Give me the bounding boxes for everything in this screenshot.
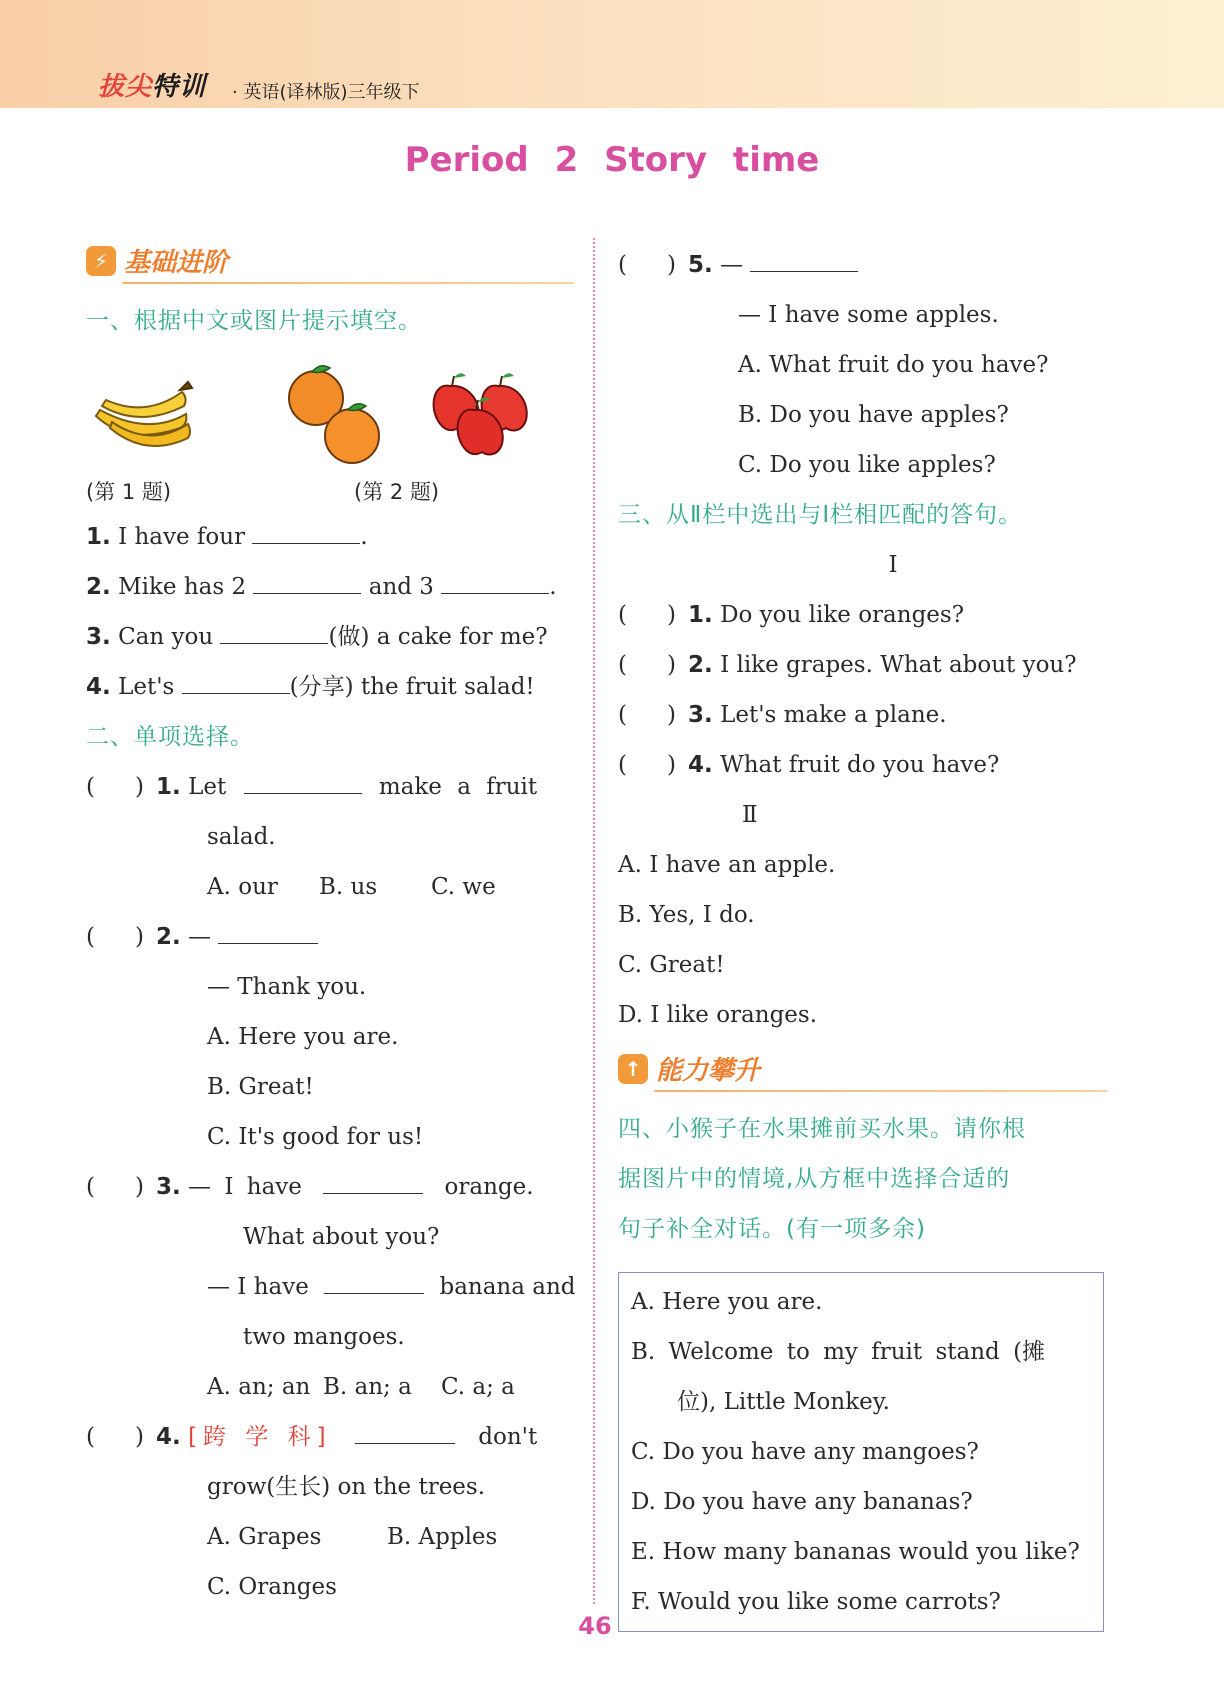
q-number: 1. — [86, 524, 111, 550]
banana-icon — [88, 376, 198, 466]
answer-paren[interactable] — [86, 1162, 156, 1212]
mc-q5 — [618, 240, 1108, 290]
fill-q2 — [86, 562, 574, 612]
box-option-a: A. Here you are. — [631, 1289, 823, 1315]
q-text-cont: What about you? — [243, 1224, 440, 1250]
answer-paren[interactable] — [618, 690, 688, 740]
option-b[interactable]: B. Apples — [387, 1524, 498, 1550]
answer-paren[interactable] — [618, 240, 688, 290]
instruction-part3: 三、从Ⅱ栏中选出与Ⅰ栏相匹配的答句。 — [618, 502, 1023, 528]
box-option-d: D. Do you have any bananas? — [631, 1489, 973, 1515]
answer-paren[interactable] — [86, 762, 156, 812]
instruction-part4-line2: 据图片中的情境,从方框中选择合适的 — [618, 1166, 1011, 1192]
paren-open: ( — [618, 752, 627, 778]
q-text: — I have — [188, 1174, 302, 1200]
caption-q1: (第 1 题) — [86, 480, 172, 504]
answer-paren[interactable] — [86, 912, 156, 962]
mc-q3 — [86, 1162, 574, 1212]
paren-open: ( — [86, 924, 95, 950]
match-q4 — [618, 740, 1108, 790]
brand-part-a: 拔尖 — [98, 72, 153, 102]
match-q3 — [618, 690, 1108, 740]
option-c[interactable]: C. Oranges — [207, 1574, 337, 1600]
caption-q2: (第 2 题) — [354, 480, 440, 504]
q-reply: — Thank you. — [207, 974, 367, 1000]
apple-icon — [424, 368, 534, 468]
box-option-b-cont: 位), Little Monkey. — [677, 1389, 890, 1415]
runner-icon: ⚡ — [86, 246, 116, 276]
image-captions — [86, 476, 574, 512]
option-a[interactable]: A. What fruit do you have? — [738, 352, 1049, 378]
brand-logo — [98, 66, 206, 103]
q-text: (分享) the fruit salad! — [289, 674, 535, 700]
brand-part-b: 特训 — [152, 72, 207, 102]
q-text: banana and — [439, 1274, 576, 1300]
paren-close: ) — [134, 1424, 144, 1450]
q-number: 3. — [688, 702, 713, 728]
answer-blank[interactable] — [244, 793, 362, 794]
option-c[interactable]: C. Do you like apples? — [738, 452, 996, 478]
q-number: 2. — [688, 652, 713, 678]
page-title: Period 2 Story time — [404, 140, 820, 180]
answer-blank[interactable] — [253, 593, 361, 594]
mc-q4 — [86, 1412, 574, 1462]
section-heading-text: 基础进阶 — [124, 248, 229, 278]
q-text-cont: salad. — [207, 824, 276, 850]
cross-subject-tag: [跨 学 科] — [188, 1424, 332, 1450]
paren-open: ( — [618, 652, 627, 678]
q-text: orange. — [444, 1174, 534, 1200]
answer-blank[interactable] — [441, 593, 549, 594]
mc-q3-options — [86, 1362, 574, 1412]
box-option-e: E. How many bananas would you like? — [631, 1539, 1080, 1565]
option-b[interactable]: B. Do you have apples? — [738, 402, 1009, 428]
q-text: Mike has 2 — [118, 574, 247, 600]
q-text: and 3 — [368, 574, 434, 600]
q-text: I have four — [118, 524, 246, 550]
q-number: 2. — [86, 574, 111, 600]
answer-blank[interactable] — [218, 943, 318, 944]
q-number: 4. — [86, 674, 111, 700]
option-b[interactable]: B. us — [319, 874, 378, 900]
q-text: Let's — [118, 674, 175, 700]
box-option-f: F. Would you like some carrots? — [631, 1589, 1001, 1615]
match-q1 — [618, 590, 1108, 640]
left-column — [86, 240, 574, 1612]
paren-close: ) — [134, 1174, 144, 1200]
fill-q1 — [86, 512, 574, 562]
paren-open: ( — [86, 1424, 95, 1450]
paren-close: ) — [666, 252, 676, 278]
match-option-b: B. Yes, I do. — [618, 902, 755, 928]
answer-blank[interactable] — [323, 1193, 423, 1194]
option-c[interactable]: C. It's good for us! — [207, 1124, 424, 1150]
match-option-a: A. I have an apple. — [618, 852, 836, 878]
q-text-cont — [86, 1262, 574, 1312]
option-c[interactable]: C. we — [431, 874, 496, 900]
page-header — [0, 0, 1224, 108]
paren-close: ) — [666, 652, 676, 678]
book-subtitle: · 英语(译林版)三年级下 — [232, 82, 420, 103]
heading-underline — [122, 282, 574, 284]
heading-underline — [654, 1090, 1108, 1092]
paren-close: ) — [666, 602, 676, 628]
q-text: Let's make a plane. — [720, 702, 947, 728]
q-reply: — I have some apples. — [738, 302, 999, 328]
answer-blank[interactable] — [750, 271, 858, 272]
paren-open: ( — [618, 602, 627, 628]
box-option-b: B. Welcome to my fruit stand (摊 — [631, 1339, 1046, 1365]
answer-blank[interactable] — [252, 543, 360, 544]
column-label-2: Ⅱ — [742, 802, 758, 828]
orange-icon — [282, 360, 392, 470]
mc-q2 — [86, 912, 574, 962]
box-option-c: C. Do you have any mangoes? — [631, 1439, 979, 1465]
instruction-part2: 二、单项选择。 — [86, 724, 254, 750]
q-text: — — [720, 252, 744, 278]
option-b[interactable]: B. Great! — [207, 1074, 314, 1100]
q-number: 1. — [688, 602, 713, 628]
answer-blank[interactable] — [182, 693, 290, 694]
q-number: 4. — [688, 752, 713, 778]
fill-q3 — [86, 612, 574, 662]
q-text: make a fruit — [378, 774, 538, 800]
option-c[interactable]: C. a; a — [441, 1374, 515, 1400]
answer-blank[interactable] — [220, 643, 328, 644]
q-text-cont: two mangoes. — [243, 1324, 405, 1350]
q-number: 3. — [156, 1174, 181, 1200]
q-text-cont: grow(生长) on the trees. — [207, 1474, 486, 1500]
right-column — [618, 240, 1108, 1632]
paren-close: ) — [666, 702, 676, 728]
answer-paren[interactable] — [618, 590, 688, 640]
q-text: don't — [478, 1424, 538, 1450]
paren-close: ) — [666, 752, 676, 778]
match-option-c: C. Great! — [618, 952, 725, 978]
q-number: 3. — [86, 624, 111, 650]
match-q2 — [618, 640, 1108, 690]
instruction-part4-line3: 句子补全对话。(有一项多余) — [618, 1216, 926, 1242]
answer-paren[interactable] — [618, 640, 688, 690]
q-text: — — [188, 924, 212, 950]
option-a[interactable]: A. Here you are. — [207, 1024, 399, 1050]
q-text: (做) a cake for me? — [328, 624, 548, 650]
q-text: Do you like oranges? — [720, 602, 965, 628]
answer-blank[interactable] — [324, 1293, 424, 1294]
mc-q1 — [86, 762, 574, 812]
q-text: What fruit do you have? — [720, 752, 1000, 778]
q-number: 1. — [156, 774, 181, 800]
answer-paren[interactable] — [86, 1412, 156, 1462]
q-text: I like grapes. What about you? — [720, 652, 1077, 678]
q-text: Can you — [118, 624, 214, 650]
instruction-part1: 一、根据中文或图片提示填空。 — [86, 308, 422, 334]
option-a[interactable]: A. Grapes — [207, 1524, 322, 1550]
match-option-d: D. I like oranges. — [618, 1002, 818, 1028]
option-a[interactable]: A. an; an — [207, 1374, 311, 1400]
paren-open: ( — [618, 702, 627, 728]
paren-close: ) — [134, 924, 144, 950]
section-heading-text: 能力攀升 — [656, 1056, 761, 1086]
q-text: Let — [188, 774, 227, 800]
section-heading-advanced — [618, 1048, 1108, 1094]
q-number: 5. — [688, 252, 713, 278]
section-heading-basic — [86, 240, 574, 286]
option-b[interactable]: B. an; a — [323, 1374, 412, 1400]
paren-open: ( — [86, 1174, 95, 1200]
paren-open: ( — [618, 252, 627, 278]
column-divider — [593, 238, 595, 1604]
column-label-1: Ⅰ — [888, 552, 898, 578]
q-text: . — [360, 524, 368, 550]
paren-close: ) — [134, 774, 144, 800]
fill-q4 — [86, 662, 574, 712]
fruit-images — [86, 366, 574, 476]
answer-blank[interactable] — [355, 1443, 455, 1444]
paren-open: ( — [86, 774, 95, 800]
options-box — [618, 1272, 1104, 1632]
q-text: — I have — [207, 1274, 309, 1300]
option-a[interactable]: A. our — [207, 874, 278, 900]
answer-paren[interactable] — [618, 740, 688, 790]
page-number: 46 — [578, 1612, 612, 1640]
mc-q4-options — [86, 1512, 574, 1562]
q-number: 4. — [156, 1424, 181, 1450]
instruction-part4-line1: 四、小猴子在水果摊前买水果。请你根 — [618, 1116, 1026, 1142]
climber-icon: ↑ — [618, 1054, 648, 1084]
q-text: . — [549, 574, 557, 600]
mc-q1-options — [86, 862, 574, 912]
q-number: 2. — [156, 924, 181, 950]
